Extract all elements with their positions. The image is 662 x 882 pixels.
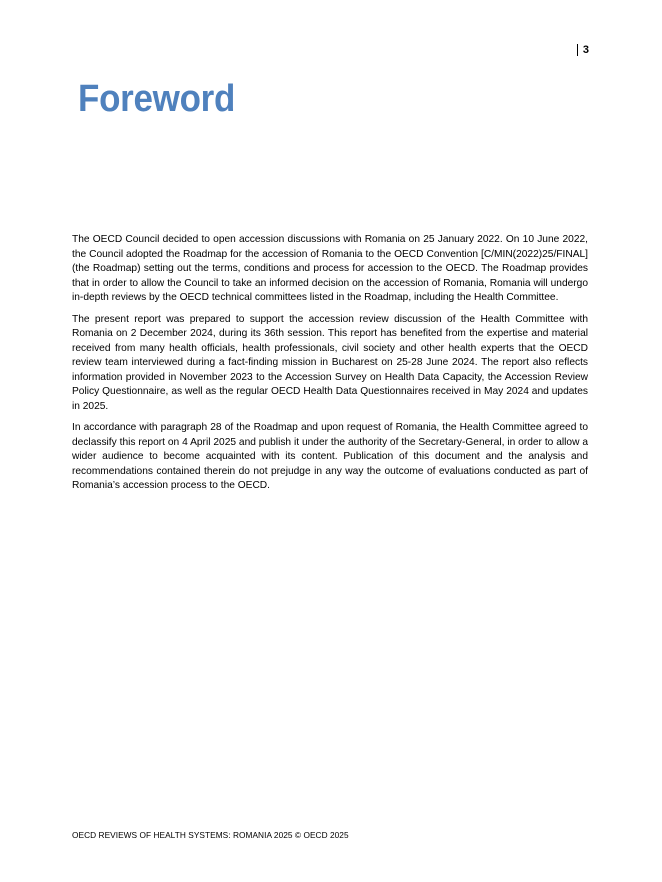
page-footer: OECD REVIEWS OF HEALTH SYSTEMS: ROMANIA 2025 © OECD 2025	[72, 830, 349, 840]
paragraph-report-preparation: The present report was prepared to support the accession review discussion of the Health Committee with Romania on 2 December 2024, during its 36th session. This report has benefited from the expertise and material received from many health officials, health professionals, civil society and other health experts that the OECD review team interviewed during a fact-finding mission in Bucharest on 25-28 June 2024. The report also reflects information provided in November 2023 to the Accession Survey on Health Data Capacity, the Accession Review Policy Questionnaire, as well as the regular OECD Health Data Questionnaires received in May 2024 and updates in 2025.	[72, 313, 588, 412]
page-title: Foreword	[78, 78, 236, 120]
page-number	[577, 43, 589, 57]
page-number-value: 3	[582, 44, 589, 56]
foreword-body	[72, 233, 588, 501]
paragraph-declassification: In accordance with paragraph 28 of the Roadmap and upon request of Romania, the Health Committee agreed to declassify this report on 4 April 2025 and publish it under the authority of the Secretary-General, in order to allow a wider audience to become acquainted with its content. Publication of this document and the analysis and recommendations contained therein do not prejudge in any way the outcome of evaluations conducted as part of Romania’s accession process to the OECD.	[72, 422, 588, 491]
page-number-divider	[577, 44, 578, 56]
paragraph-accession-discussions: The OECD Council decided to open accession discussions with Romania on 25 January 2022. On 10 June 2022, the Council adopted the Roadmap for the accession of Romania to the OECD Convention [C/MIN(2022)25/FINAL] (the Roadmap) setting out the terms, conditions and process for accession to the OECD. The Roadmap provides that in order to allow the Council to take an informed decision on the accession of Romania, Romania will undergo in-depth reviews by the OECD technical committees listed in the Roadmap, including the Health Committee.	[72, 234, 588, 303]
